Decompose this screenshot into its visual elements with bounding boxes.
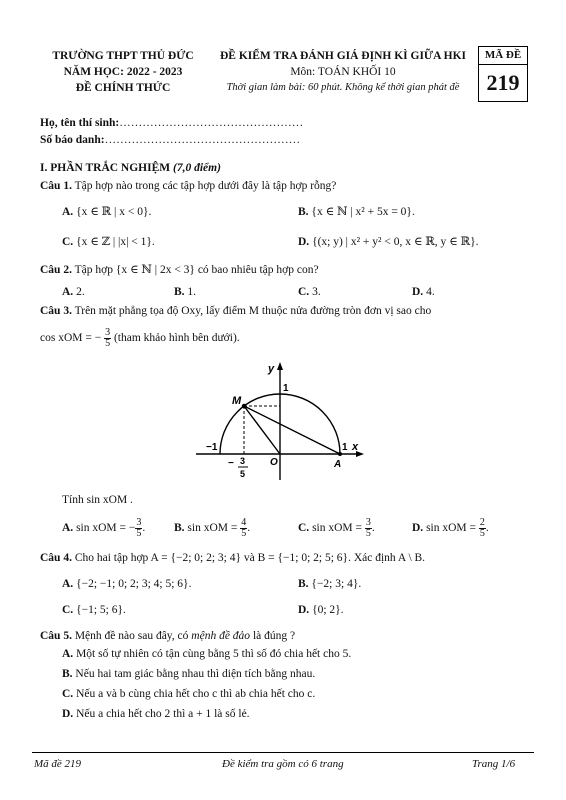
exam-code-label: MÃ ĐỀ (479, 47, 527, 65)
q3-option-b-label: B. (174, 522, 185, 535)
q4-option-a[interactable] (62, 578, 191, 590)
label-tick-den: 5 (240, 469, 246, 479)
question-4-label: Câu 4. (40, 552, 72, 564)
q3-a-num: 3 (136, 517, 142, 528)
q2-option-b-text: 1. (187, 286, 197, 298)
q3-option-d[interactable]: D. sin xOM = $\frac{2}{5}$ . (412, 517, 489, 539)
q5-option-b[interactable] (62, 668, 315, 680)
q1-option-a-label: A. (62, 206, 74, 218)
student-id-label: Số báo danh: (40, 134, 105, 146)
label-neg-one: −1 (206, 442, 218, 453)
q1-option-b-text: {x ∈ ℕ | x² + 5x = 0}. (311, 206, 415, 218)
footer-divider (32, 752, 534, 753)
school-header (38, 48, 208, 96)
q3-option-c-frac (365, 518, 372, 539)
q1-option-a[interactable] (62, 204, 151, 218)
section-title-text: I. PHẦN TRẮC NGHIỆM (40, 162, 171, 174)
q5-option-a[interactable] (62, 648, 351, 660)
question-5-text-b: là đúng ? (252, 630, 296, 642)
q4-option-d[interactable] (298, 604, 344, 616)
q3-ref: (tham khảo hình bên dưới). (113, 332, 240, 345)
q1-option-d[interactable] (298, 234, 479, 248)
question-2-set: {x ∈ ℕ | 2x < 3} (115, 264, 195, 276)
q3-cos-lhs: cos xOM = − (40, 332, 102, 345)
segment-ma (244, 406, 340, 454)
q1-option-c[interactable] (62, 234, 155, 248)
q4-option-d-label: D. (298, 604, 310, 616)
question-5-label: Câu 5. (40, 630, 72, 642)
q3-c-num: 3 (365, 517, 371, 528)
q1-option-b-label: B. (298, 206, 309, 218)
question-3-ask: Tính sin xOM . (62, 494, 133, 506)
q2-option-c-label: C. (298, 286, 310, 298)
q3-option-d-label: D. (412, 522, 424, 535)
q1-option-d-text: {(x; y) | x² + y² < 0, x ∈ ℝ, y ∈ ℝ}. (312, 236, 479, 248)
q4-option-c[interactable] (62, 604, 126, 616)
q1-option-d-label: D. (298, 236, 310, 248)
label-o: O (270, 457, 278, 468)
question-1-label: Câu 1. (40, 180, 72, 192)
q3-option-d-frac (479, 518, 486, 539)
q3-cos-num: 3 (105, 327, 111, 338)
official-label: ĐỀ CHÍNH THỨC (75, 82, 171, 94)
q3-option-b-frac (240, 518, 247, 539)
student-id-line (40, 134, 300, 146)
q5-option-b-label: B. (62, 668, 73, 680)
q4-option-b[interactable] (298, 578, 361, 590)
label-one-right: 1 (342, 442, 348, 453)
q2-option-a[interactable] (62, 286, 85, 298)
exam-time: Thời gian làm bài: 60 phút. Không kể thời gian phát đề (226, 82, 460, 93)
q4-option-a-label: A. (62, 578, 74, 590)
question-1 (40, 180, 336, 192)
q3-cos-fraction (104, 328, 111, 349)
q3-option-a-label: A. (62, 522, 74, 535)
q3-d-num: 2 (479, 517, 485, 528)
q2-option-a-label: A. (62, 286, 74, 298)
point-m (242, 404, 246, 408)
y-axis-arrow (277, 362, 283, 370)
section-title (40, 162, 221, 174)
q2-option-d-label: D. (412, 286, 424, 298)
school-year: NĂM HỌC: 2022 - 2023 (63, 66, 183, 78)
q3-c-den: 5 (365, 528, 371, 539)
student-id-dots: …………………………………………… (104, 134, 301, 146)
q2-option-b[interactable] (174, 286, 196, 298)
question-3-label: Câu 3. (40, 305, 72, 317)
exam-subject: Môn: TOÁN KHỐI 10 (290, 66, 396, 78)
question-4 (40, 552, 425, 564)
q4-option-a-text: {−2; −1; 0; 2; 3; 4; 5; 6}. (76, 578, 192, 590)
q3-option-b[interactable]: B. sin xOM = $\frac{4}{5}$ . (174, 517, 251, 539)
q1-option-c-label: C. (62, 236, 74, 248)
question-2-text-b: có bao nhiêu tập hợp con? (197, 264, 319, 276)
q5-option-b-text: Nếu hai tam giác bằng nhau thì diện tích bằng nhau. (75, 668, 316, 680)
exam-title: ĐỀ KIỂM TRA ĐÁNH GIÁ ĐỊNH KÌ GIỮA HKI (219, 50, 466, 62)
label-a: A (334, 459, 342, 470)
student-name-label: Họ, tên thí sinh: (40, 117, 120, 129)
footer-page-number: Trang 1/6 (472, 758, 516, 770)
q4-option-c-label: C. (62, 604, 74, 616)
q3-option-c-label: C. (298, 522, 310, 535)
q3-option-d-lhs: sin xOM = (426, 522, 476, 535)
q5-option-d-text: Nếu a chia hết cho 2 thì a + 1 là số lẻ. (76, 708, 250, 720)
q1-option-c-text: {x ∈ ℤ | |x| < 1}. (76, 236, 155, 248)
question-5-text-a: Mệnh đề nào sau đây, có (74, 630, 189, 642)
q4-option-b-text: {−2; 3; 4}. (311, 578, 362, 590)
q5-option-c-text: Nếu a và b cùng chia hết cho c thì ab chia hết cho c. (76, 688, 316, 700)
question-3-text: Trên mặt phẳng tọa độ Oxy, lấy điểm M thuộc nửa đường tròn đơn vị sao cho (74, 305, 432, 317)
q1-option-b[interactable] (298, 204, 415, 218)
q5-option-c[interactable] (62, 688, 315, 700)
question-5 (40, 630, 295, 642)
footer-page-count: Đề kiểm tra gồm có 6 trang (222, 758, 344, 770)
label-y: y (268, 363, 275, 375)
exam-code-box (478, 46, 528, 102)
school-name: TRƯỜNG THPT THỦ ĐỨC (52, 50, 194, 62)
segment-om (244, 406, 280, 454)
student-name-line (40, 117, 303, 129)
section-points: (7,0 điểm) (173, 162, 221, 174)
q2-option-c-text: 3. (312, 286, 321, 298)
unit-circle-figure (196, 360, 366, 482)
label-x: x (352, 441, 359, 453)
q2-option-c[interactable] (298, 286, 321, 298)
exam-code-value: 219 (486, 70, 520, 95)
question-4-text: Cho hai tập hợp A = {−2; 0; 2; 3; 4} và B = {−1; 0; 2; 5; 6}. Xác định A \ B. (74, 552, 426, 564)
q3-option-a-lhs: sin xOM = − (76, 522, 136, 535)
footer-exam-code: Mã đề 219 (34, 758, 82, 770)
q3-d-den: 5 (479, 528, 485, 539)
q1-option-a-text: {x ∈ ℝ | x < 0}. (76, 206, 152, 218)
q5-option-d[interactable] (62, 708, 250, 720)
q3-option-b-lhs: sin xOM = (187, 522, 238, 535)
q5-option-a-label: A. (62, 648, 74, 660)
q3-option-a-frac (135, 518, 142, 539)
question-2 (40, 262, 319, 276)
q3-option-c[interactable]: C. sin xOM = $\frac{3}{5}$ . (298, 517, 375, 539)
q4-option-c-text: {−1; 5; 6}. (76, 604, 126, 616)
q5-option-d-label: D. (62, 708, 74, 720)
q3-b-num: 4 (241, 517, 247, 528)
question-5-emphasis: mệnh đề đảo (191, 630, 251, 642)
q3-b-den: 5 (241, 528, 247, 539)
question-3 (40, 305, 431, 317)
question-3-condition (40, 328, 240, 349)
label-tick-num: 3 (240, 456, 246, 466)
q2-option-b-label: B. (174, 286, 185, 298)
q2-option-a-text: 2. (76, 286, 85, 298)
q2-option-d[interactable] (412, 286, 435, 298)
q3-option-c-lhs: sin xOM = (312, 522, 362, 535)
question-2-text-a: Tập hợp (74, 264, 113, 276)
student-name-dots: ………………………………………… (119, 117, 304, 129)
question-2-label: Câu 2. (40, 264, 72, 276)
exam-header (212, 48, 474, 96)
q4-option-d-text: {0; 2}. (312, 604, 344, 616)
label-m: M (232, 395, 242, 407)
q3-a-den: 5 (136, 528, 142, 539)
q5-option-c-label: C. (62, 688, 74, 700)
label-one-top: 1 (283, 383, 289, 394)
q5-option-a-text: Một số tự nhiên có tận cùng bằng 5 thì số đó chia hết cho 5. (76, 648, 352, 660)
q2-option-d-text: 4. (426, 286, 435, 298)
q3-cos-den: 5 (105, 338, 111, 349)
question-1-text: Tập hợp nào trong các tập hợp dưới đây là tập hợp rỗng? (74, 180, 337, 192)
q4-option-b-label: B. (298, 578, 309, 590)
label-tick-minus: − (228, 458, 234, 469)
q3-option-a[interactable]: A. sin xOM = − $\frac{3}{5}$ . (62, 517, 146, 539)
